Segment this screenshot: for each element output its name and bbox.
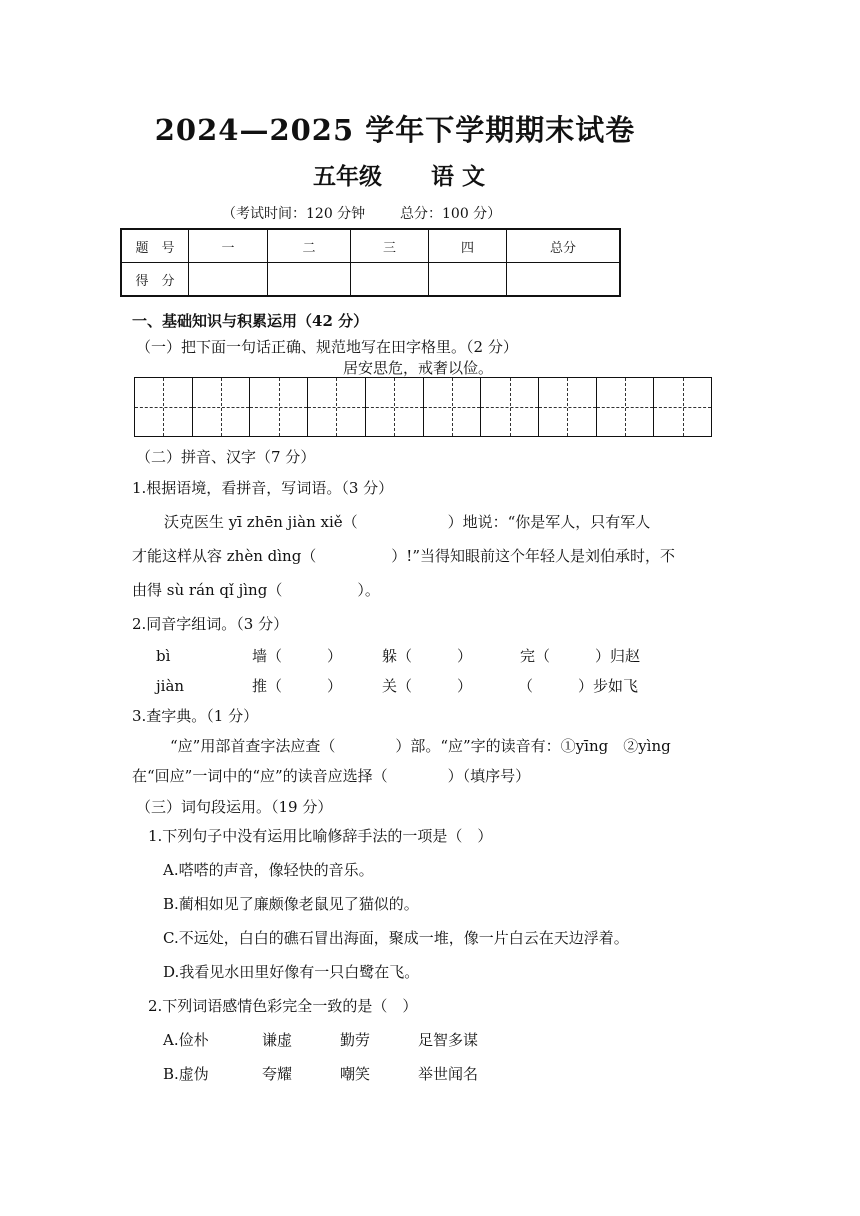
table-cell: 得 分 — [121, 263, 189, 297]
part-3-heading: （三）词句段运用。（19 分） — [136, 798, 333, 816]
exam-title: 2024—2025 学年下学期期末试卷 — [154, 113, 636, 147]
part-1-heading: （一）把下面一句话正确、规范地写在田字格里。（2 分） — [136, 338, 518, 356]
q3-line-1: “应”用部首查字法应查（ ）部。“应”字的读音有：①yīng ②yìng — [170, 737, 671, 755]
q1-line-3: 由得 sù rán qǐ jìng（ ）。 — [132, 581, 380, 599]
table-cell: 三 — [351, 229, 429, 263]
subject-label: 语 文 — [431, 163, 486, 190]
q1-line-1: 沃克医生 yī zhēn jiàn xiě（ ）地说：“你是军人，只有军人 — [164, 513, 651, 531]
total-score: 总分：100 分） — [400, 206, 502, 222]
q2-word: （ ）步如飞 — [518, 677, 639, 695]
part-1-sentence: 居安思危，戒奢以俭。 — [343, 359, 494, 377]
mc2-option-a-word: 足智多谋 — [418, 1031, 479, 1049]
q2-word: 关（ ） — [382, 677, 473, 695]
mc2-option-a-word: 谦虚 — [262, 1031, 293, 1049]
tianzige-cell[interactable] — [308, 378, 366, 436]
score-entry-cell[interactable] — [189, 263, 268, 297]
tianzige-cell[interactable] — [539, 378, 597, 436]
mc1-title: 1.下列句子中没有运用比喻修辞手法的一项是（ ） — [148, 827, 493, 845]
score-table — [120, 228, 621, 297]
tianzige-cell[interactable] — [424, 378, 482, 436]
tianzige-cell[interactable] — [366, 378, 424, 436]
score-table-header-row — [121, 229, 620, 263]
q2-pinyin-bi: bì — [156, 647, 171, 665]
part-2-heading: （二）拼音、汉字（7 分） — [136, 448, 316, 466]
mc1-option-d: D.我看见水田里好像有一只白鹭在飞。 — [163, 963, 420, 981]
mc1-option-b: B.蔺相如见了廉颇像老鼠见了猫似的。 — [163, 895, 419, 913]
tianzige-cell[interactable] — [654, 378, 711, 436]
tianzige-cell[interactable] — [135, 378, 193, 436]
table-cell: 一 — [189, 229, 268, 263]
table-cell: 总分 — [507, 229, 621, 263]
score-entry-cell[interactable] — [429, 263, 507, 297]
score-entry-cell[interactable] — [507, 263, 621, 297]
mc2-option-b-word: 举世闻名 — [418, 1065, 479, 1083]
mc2-option-a-word: A.俭朴 — [163, 1031, 209, 1049]
mc2-option-b-word: B.虚伪 — [163, 1065, 209, 1083]
mc2-option-b-word: 嘲笑 — [340, 1065, 371, 1083]
table-cell: 二 — [268, 229, 351, 263]
mc2-title: 2.下列词语感情色彩完全一致的是（ ） — [148, 997, 418, 1015]
tianzige-cell[interactable] — [193, 378, 251, 436]
q1-line-2: 才能这样从容 zhèn dìng（ ）!”当得知眼前这个年轻人是刘伯承时，不 — [132, 547, 675, 565]
q2-word: 躲（ ） — [382, 647, 473, 665]
q2-word: 推（ ） — [252, 677, 343, 695]
tianzige-grid[interactable] — [134, 377, 712, 437]
tianzige-cell[interactable] — [250, 378, 308, 436]
q2-word: 完（ ）归赵 — [520, 647, 641, 665]
score-entry-cell[interactable] — [268, 263, 351, 297]
q2-pinyin-jian: jiàn — [156, 677, 185, 695]
grade-label: 五年级 — [313, 163, 382, 190]
q2-word: 墙（ ） — [252, 647, 343, 665]
score-entry-cell[interactable] — [351, 263, 429, 297]
q1-title: 1.根据语境，看拼音，写词语。（3 分） — [132, 479, 394, 497]
mc1-option-a: A.嗒嗒的声音，像轻快的音乐。 — [163, 861, 374, 879]
q3-line-2: 在“回应”一词中的“应”的读音应选择（ ）（填序号） — [132, 767, 531, 785]
tianzige-cell[interactable] — [481, 378, 539, 436]
mc2-option-a-word: 勤劳 — [340, 1031, 371, 1049]
section-1-heading: 一、基础知识与积累运用（42 分） — [132, 312, 369, 330]
exam-time: （考试时间：120 分钟 — [222, 206, 366, 222]
tianzige-cell[interactable] — [597, 378, 655, 436]
score-table-score-row — [121, 263, 620, 297]
q3-title: 3.查字典。（1 分） — [132, 707, 259, 725]
table-cell: 题 号 — [121, 229, 189, 263]
mc2-option-b-word: 夸耀 — [262, 1065, 293, 1083]
q2-title: 2.同音字组词。（3 分） — [132, 615, 289, 633]
table-cell: 四 — [429, 229, 507, 263]
mc1-option-c: C.不远处，白白的礁石冒出海面，聚成一堆，像一片白云在天边浮着。 — [163, 929, 629, 947]
